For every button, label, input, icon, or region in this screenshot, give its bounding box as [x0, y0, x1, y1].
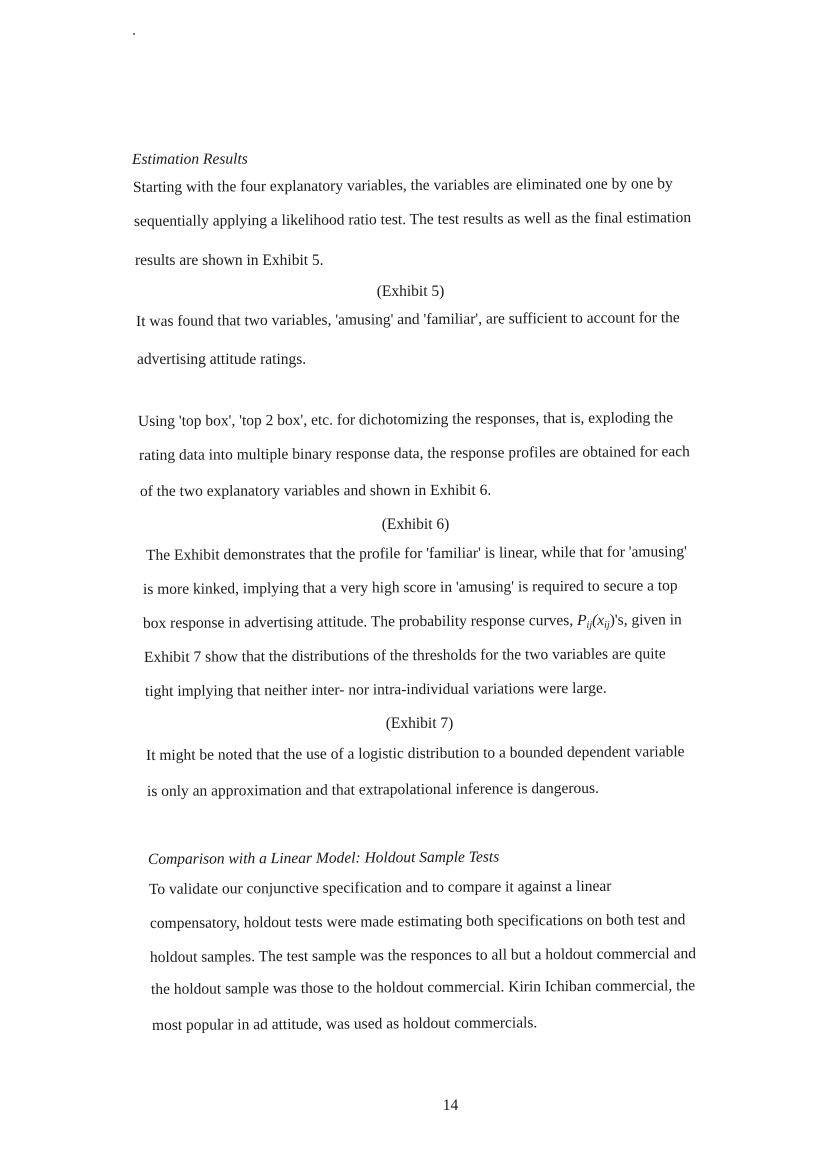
paragraph-line: Exhibit 7 show that the distributions of the thresholds for the two variables are quite	[143, 645, 666, 666]
paragraph-line: Starting with the four explanatory variables, the variables are eliminated one by one by	[132, 175, 673, 196]
paragraph-line: It might be noted that the use of a logistic distribution to a bounded dependent variable	[145, 743, 685, 764]
scan-speck	[133, 33, 135, 35]
paragraph-line: To validate our conjunctive specification and to compare it against a linear	[148, 877, 612, 898]
page-number: 14	[442, 1097, 459, 1114]
exhibit-5-placeholder: (Exhibit 5)	[376, 283, 445, 300]
paragraph-line: Using 'top box', 'top 2 box', etc. for dichotomizing the responses, that is, exploding the	[137, 409, 674, 430]
paragraph-line: It was found that two variables, 'amusing' and 'familiar', are sufficient to account for the	[135, 309, 680, 330]
paragraph-text: box response in advertising attitude. The probability response curves,	[142, 611, 574, 632]
paragraph-line: of the two explanatory variables and shown in Exhibit 6.	[139, 481, 492, 500]
paragraph-line: is only an approximation and that extrapolational inference is dangerous.	[146, 779, 599, 800]
paragraph-line: is more kinked, implying that a very high score in 'amusing' is required to secure a top	[142, 577, 678, 598]
paragraph-line: holdout samples. The test sample was the responces to all but a holdout commercial and	[149, 945, 697, 966]
exhibit-6-placeholder: (Exhibit 6)	[381, 516, 450, 533]
paragraph-line: results are shown in Exhibit 5.	[135, 252, 324, 269]
section-heading-comparison: Comparison with a Linear Model: Holdout Sample Tests	[147, 848, 500, 868]
paragraph-line: advertising attitude ratings.	[137, 351, 307, 368]
paragraph-line: sequentially applying a likelihood ratio test. The test results as well as the final estimation	[133, 209, 692, 230]
paragraph-line: rating data into multiple binary response data, the response profiles are obtained for each	[138, 443, 690, 464]
probability-formula: $P_{ij}(x_{ij}$	[576, 611, 610, 631]
paragraph-line: the holdout sample was those to the holdout commercial. Kirin Ichiban commercial, the	[150, 977, 696, 998]
section-heading-estimation-results: Estimation Results	[131, 150, 248, 168]
paragraph-line-with-formula	[143, 610, 682, 634]
paragraph-line: compensatory, holdout tests were made estimating both specifications on both test and	[149, 911, 686, 932]
paragraph-text: )'s, given in	[609, 611, 682, 629]
exhibit-7-placeholder: (Exhibit 7)	[385, 715, 454, 732]
paragraph-line: The Exhibit demonstrates that the profile for 'familiar' is linear, while that for 'amusing'	[145, 543, 687, 564]
paragraph-line: most popular in ad attitude, was used as holdout commercials.	[151, 1014, 538, 1034]
paragraph-line: tight implying that neither inter- nor intra-individual variations were large.	[144, 679, 607, 700]
